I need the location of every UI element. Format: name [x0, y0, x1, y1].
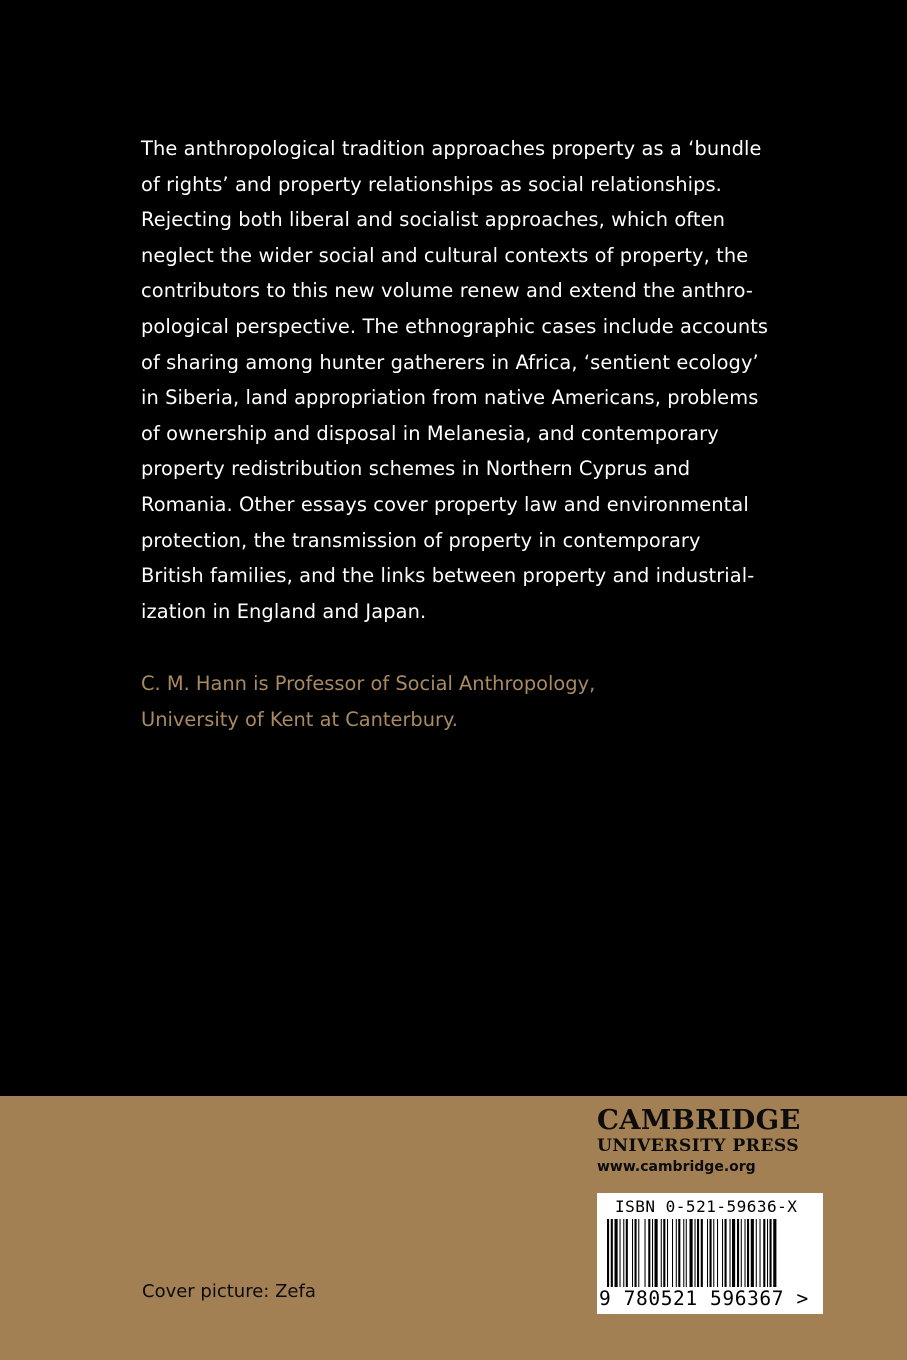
- description-line: property redistribution schemes in Northern Cyprus and: [141, 457, 691, 481]
- barcode-bar: [770, 1219, 772, 1287]
- barcode-bar: [638, 1219, 639, 1287]
- barcode-bar: [663, 1219, 665, 1287]
- barcode-bar: [756, 1219, 757, 1287]
- publisher-url: www.cambridge.org: [597, 1159, 756, 1175]
- barcode-bar: [737, 1219, 739, 1287]
- barcode-bar: [747, 1219, 749, 1287]
- barcode-bar: [607, 1219, 609, 1287]
- publisher-name: CAMBRIDGE: [597, 1104, 801, 1136]
- barcode-bar: [741, 1219, 742, 1287]
- description-line: of ownership and disposal in Melanesia, and contemporary: [141, 421, 719, 445]
- publisher-subname: UNIVERSITY PRESS: [597, 1136, 800, 1156]
- author-bio-line: University of Kent at Canterbury.: [141, 707, 458, 731]
- barcode-bar: [648, 1219, 650, 1287]
- barcode-bar: [732, 1219, 735, 1287]
- description-line: of sharing among hunter gatherers in Africa, ‘sentient ecology’: [141, 350, 759, 374]
- barcode-bar: [725, 1219, 727, 1287]
- isbn-barcode: [597, 1193, 823, 1314]
- barcode-bar: [635, 1219, 637, 1287]
- description-line: protection, the transmission of property in contemporary: [141, 528, 701, 552]
- publisher-logo: [597, 1105, 825, 1175]
- barcode-bar: [722, 1219, 723, 1287]
- isbn-label: ISBN 0-521-59636-X: [615, 1197, 798, 1216]
- barcode-bar: [661, 1219, 662, 1287]
- barcode-bar: [745, 1219, 746, 1287]
- cover-credit: Cover picture: Zefa: [142, 1281, 316, 1302]
- description-line: Romania. Other essays cover property law and environmental: [141, 492, 749, 516]
- description-line: contributors to this new volume renew and extend the anthro-: [141, 279, 754, 303]
- barcode-bar: [710, 1219, 712, 1287]
- description-line: pological perspective. The ethnographic cases include accounts: [141, 314, 769, 338]
- ean-digits: 9 780521 596367 >: [599, 1287, 809, 1310]
- barcode-bar: [626, 1219, 628, 1287]
- barcode-bar: [767, 1219, 768, 1287]
- barcode-bar: [701, 1219, 703, 1287]
- barcode-bar: [655, 1219, 658, 1287]
- barcode-bar: [713, 1219, 714, 1287]
- barcode-bar: [611, 1219, 613, 1287]
- barcode-bar: [686, 1219, 687, 1287]
- description-line: ization in England and Japan.: [141, 599, 427, 623]
- barcode-bar: [667, 1219, 668, 1287]
- barcode-bar: [676, 1219, 677, 1287]
- barcode-bars: [601, 1219, 819, 1287]
- barcode-bar: [678, 1219, 680, 1287]
- author-bio: [141, 666, 781, 737]
- barcode-bar: [615, 1219, 618, 1287]
- barcode-bar: [672, 1219, 673, 1287]
- author-bio-line: C. M. Hann is Professor of Social Anthropology,: [141, 672, 596, 695]
- barcode-bar: [751, 1219, 754, 1287]
- barcode-bar: [773, 1219, 776, 1287]
- description-line: The anthropological tradition approaches property as a ‘bundle: [141, 137, 762, 160]
- barcode-bar: [690, 1219, 693, 1287]
- barcode-bar: [707, 1219, 708, 1287]
- barcode-bar: [620, 1219, 621, 1287]
- book-description: [141, 131, 781, 629]
- barcode-bar: [763, 1219, 765, 1287]
- description-line: in Siberia, land appropriation from native Americans, problems: [141, 386, 759, 410]
- barcode-bar: [730, 1219, 731, 1287]
- barcode-bar: [623, 1219, 624, 1287]
- barcode-bar: [683, 1219, 684, 1287]
- barcode-bar: [632, 1219, 633, 1287]
- barcode-bar: [717, 1219, 718, 1287]
- barcode-bar: [697, 1219, 699, 1287]
- description-line: Rejecting both liberal and socialist approaches, which often: [141, 208, 726, 232]
- barcode-bar: [652, 1219, 653, 1287]
- barcode-bar: [695, 1219, 696, 1287]
- barcode-bar: [760, 1219, 761, 1287]
- description-line: of rights’ and property relationships as social relationships.: [141, 172, 722, 196]
- barcode-bar: [645, 1219, 646, 1287]
- description-line: neglect the wider social and cultural contexts of property, the: [141, 243, 749, 267]
- description-line: British families, and the links between property and industrial-: [141, 564, 755, 588]
